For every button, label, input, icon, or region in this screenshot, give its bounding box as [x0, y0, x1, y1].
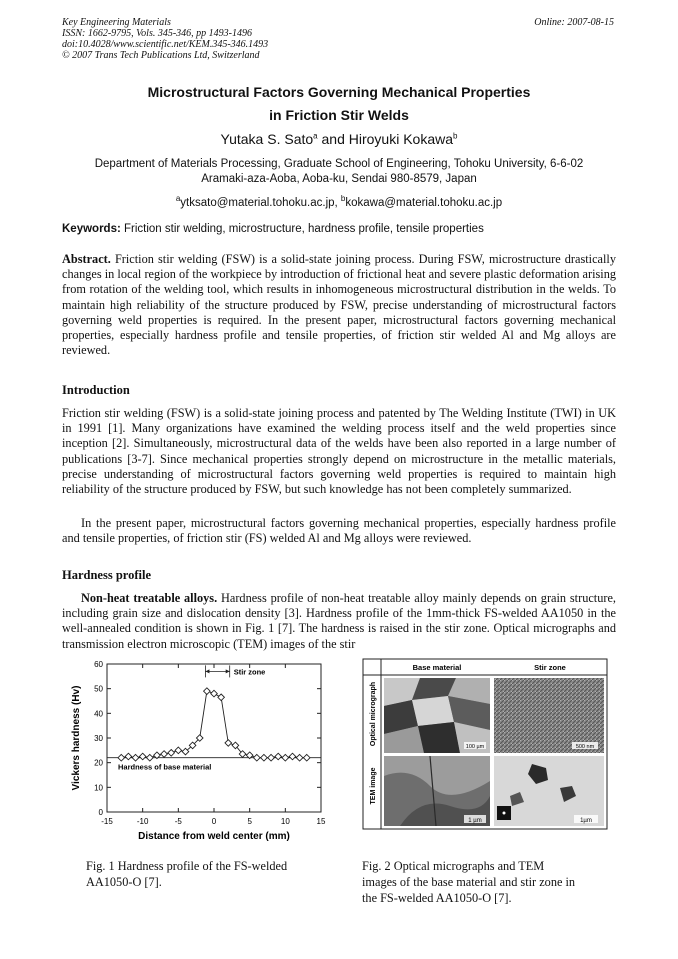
y-tick-label: 0 [98, 808, 103, 817]
abstract-label: Abstract. [62, 252, 111, 266]
data-point [175, 747, 182, 754]
keywords-label: Keywords: [62, 223, 121, 235]
data-point [132, 754, 139, 761]
fig2-col-base-material: Base material [412, 663, 462, 672]
paper-title-line1: Microstructural Factors Governing Mechanical Properties [147, 84, 531, 100]
x-tick-label: 10 [280, 817, 290, 826]
fig2-row-optical: Optical micrograph [370, 681, 377, 747]
x-tick-label: -10 [136, 817, 149, 826]
y-tick-label: 60 [94, 660, 103, 669]
data-point [218, 694, 225, 701]
x-tick-label: 5 [247, 817, 252, 826]
fig2-micrograph-grid [360, 656, 610, 832]
affiliation [62, 157, 616, 187]
data-point [268, 754, 275, 761]
fig2-caption-line2: images of the base material and stir zone in [362, 875, 576, 889]
x-tick-label: 0 [211, 817, 217, 826]
data-point [125, 753, 132, 760]
om-base-scale: 100 µm [465, 744, 485, 750]
keywords [62, 223, 616, 235]
abstract-text: Friction stir welding (FSW) is a solid-state joining process. During FSW, microstructure drastically changes in local region of the workpiece by introduction of frictional heat and severe plastic deformation arising from rotation of the welding tool, which results in inhomogeneous microstructural distribution in the welds. To maintain high reliability of the structure produced by FSW, precise understanding of microstructural factors governing weld properties is required. In the present paper, microstructural factors governing mechanical properties, especially hardness profile and tensile properties, of friction stir welded Al and Mg alloys are reviewed. [62, 252, 616, 358]
stir-zone-label: Stir zone [233, 667, 266, 677]
tem-base-scale: 1 µm [468, 818, 482, 824]
data-point [147, 754, 154, 761]
hardness-heading: Hardness profile [62, 568, 152, 582]
fig2-caption-line1: Fig. 2 Optical micrographs and TEM [362, 859, 545, 873]
x-tick-label: -15 [101, 817, 113, 826]
data-point [168, 750, 175, 757]
email-a-mark: a [175, 194, 181, 203]
doi-line: doi:10.4028/www.scientific.net/KEM.345-346.1493 [62, 39, 269, 50]
data-point [275, 753, 282, 760]
journal-name: Key Engineering Materials [62, 17, 171, 28]
data-point [204, 688, 211, 695]
hardness-label: Non-heat treatable alloys. [81, 591, 218, 605]
tem-base-material-image [384, 756, 490, 826]
stir-zone-arrowhead-left [205, 669, 209, 673]
hardness-text: Hardness profile of non-heat treatable alloy mainly depends on grain structure, including grain size and dislocation density [3]. Hardness profile of the 1mm-thick FS-welded AA1050 in the well-annealed condition is shown in Fig. 1 [7]. The hardness is raised in the stir zone. Optical micrographs and transmission electron microscopic (TEM) images of the stir [62, 591, 616, 651]
author-joiner: and [317, 131, 349, 147]
stir-zone-arrowhead-right [226, 669, 230, 673]
om-stir-scale: 500 nm [575, 744, 595, 750]
data-point [261, 754, 268, 761]
paper-title-line2: in Friction Stir Welds [269, 107, 409, 123]
y-tick-label: 30 [94, 734, 103, 743]
y-tick-label: 10 [94, 783, 103, 793]
tem-stir-scale: 1µm [580, 818, 592, 824]
keywords-text: Friction stir welding, microstructure, hardness profile, tensile properties [120, 223, 484, 235]
copyright-line: © 2007 Trans Tech Publications Ltd, Switzerland [62, 50, 260, 61]
issn-line: ISSN: 1662-9795, Vols. 345-346, pp 1493-1496 [62, 28, 252, 39]
y-tick-label: 40 [94, 709, 103, 719]
email-b-mark: b [340, 194, 346, 203]
author-2: Hiroyuki Kokawa [348, 131, 454, 147]
data-point [254, 754, 261, 761]
fig2-col-stir-zone: Stir zone [534, 663, 566, 672]
fig2-caption-line3: the FS-welded AA1050-O [7]. [362, 891, 512, 905]
x-tick-label: -5 [174, 817, 182, 826]
data-point [211, 690, 218, 697]
author-2-mark: b [453, 131, 458, 141]
y-tick-label: 50 [94, 684, 103, 694]
affiliation-line1: Department of Materials Processing, Graduate School of Engineering, Tohoku University, 6-6-02 [94, 158, 584, 170]
email-a[interactable]: ytksato@material.tohoku.ac.jp, [180, 196, 341, 209]
author-1: Yutaka S. Sato [220, 131, 314, 147]
x-tick-label: 15 [316, 817, 326, 826]
data-point [118, 754, 125, 761]
email-list [0, 194, 678, 209]
introduction-paragraph-2: In the present paper, microstructural factors governing mechanical properties, especially hardness profile and tensile properties, of friction stir (FS) welded Al and Mg alloys were reviewed. [62, 516, 616, 546]
author-list [0, 131, 678, 147]
y-axis-label: Vickers hardness (Hv) [71, 685, 82, 791]
journal-header [62, 17, 268, 61]
abstract [62, 252, 616, 358]
online-date: Online: 2007-08-15 [534, 17, 614, 28]
data-point [303, 754, 310, 761]
fig2-row-tem: TEM image [370, 767, 377, 805]
data-point [282, 754, 289, 761]
data-point [289, 753, 296, 760]
fig2-caption [362, 858, 604, 906]
y-tick-label: 20 [94, 758, 103, 768]
plot-frame [107, 664, 321, 812]
hardness-paragraph [62, 591, 616, 652]
base-material-label: Hardness of base material [118, 762, 212, 772]
fig1-caption: Fig. 1 Hardness profile of the FS-welded AA1050-O [7]. [86, 859, 288, 889]
author-1-mark: a [313, 131, 318, 141]
om-base-material-image [384, 678, 490, 753]
om-stir-zone-image [494, 678, 604, 753]
hardness-series-line [121, 691, 306, 758]
introduction-heading: Introduction [62, 383, 130, 397]
affiliation-line2: Aramaki-aza-Aoba, Aoba-ku, Sendai 980-8579, Japan [201, 173, 477, 185]
email-b[interactable]: kokawa@material.tohoku.ac.jp [345, 196, 503, 209]
x-axis-label: Distance from weld center (mm) [138, 831, 290, 842]
data-point [296, 754, 303, 761]
data-point [225, 740, 232, 747]
data-point [139, 753, 146, 760]
data-point [161, 751, 168, 758]
tem-stir-zone-image [494, 756, 604, 826]
introduction-paragraph-1: Friction stir welding (FSW) is a solid-state joining process and patented by The Welding Institute (TWI) in UK in 1991 [1]. Many organizations have examined the welding process itself and the weld properties since inception [2]. Simultaneously, microstructural data of the welds have been also reported in a large number of publications [3-7]. Since mechanical properties strongly depend on microstructure in the metallic materials, precise understanding of microstructural factors governing weld properties is required to maintain high reliability of the structure produced by FSW, but such knowledge has not been completely summarized. [62, 406, 616, 497]
fig1-hardness-chart [66, 658, 330, 854]
